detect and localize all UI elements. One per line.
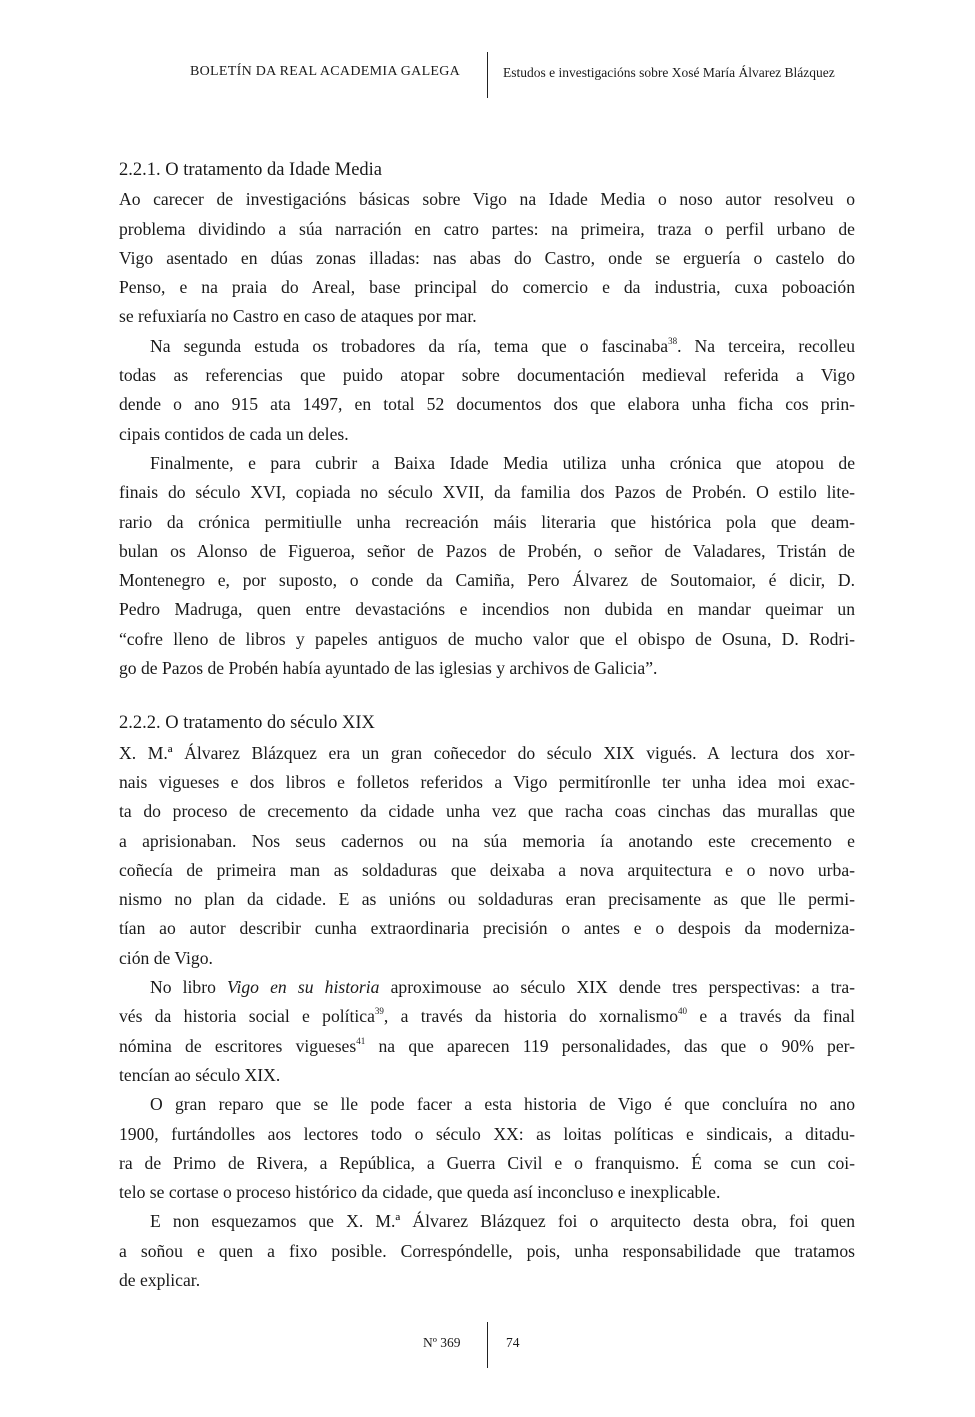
- text-line: Pedro Madruga, quen entre devastacións e incendios non dubida en mandar queimar un: [119, 599, 855, 620]
- section-title: Estudos e investigacións sobre Xosé María Álvarez Blázquez: [503, 65, 835, 80]
- text-segment: , a través da historia do xornalismo: [383, 1006, 679, 1027]
- text-line: [119, 332, 855, 361]
- text-line: Vigo asentado en dúas zonas illadas: nas abas do Castro, onde se erguería o castelo do: [119, 247, 855, 268]
- text-segment: vés da historia social e política: [119, 1006, 375, 1027]
- text-line: coñecía de primeira man as soldaduras que deixaba a nova arquitectura e o novo urba-: [119, 859, 855, 880]
- text-line: ra de Primo de Rivera, a República, a Guerra Civil e o franquismo. É coma se cun coi-: [119, 1152, 855, 1173]
- paragraph: [119, 1207, 855, 1295]
- text-line: a aprisionaban. Nos seus cadernos ou na súa memoria ía anotando este crecemento e: [119, 830, 855, 851]
- text-line: de explicar.: [119, 1269, 201, 1290]
- header-divider: [487, 52, 488, 98]
- text-line: go de Pazos de Probén había ayuntado de las iglesias y archivos de Galicia”.: [119, 658, 658, 679]
- text-line: se refuxiaría no Castro en caso de ataques por mar.: [119, 306, 477, 327]
- text-line: ta do proceso de crecemento da cidade unha vez que racha coas cinchas das murallas que: [119, 801, 855, 822]
- text-line: tían ao autor describir cunha extraordinaria precisión o antes e o despois da moderniza-: [119, 918, 855, 939]
- text-line: nais vigueses e dos libros e folletos referidos a Vigo permitíronlle ter unha idea moi exac-: [119, 771, 855, 792]
- footnote-ref: 38: [668, 335, 678, 346]
- paragraph: [119, 1090, 855, 1207]
- paragraph: [119, 332, 855, 449]
- text-line: Montenegro e, por suposto, o conde da Camiña, Pero Álvarez de Soutomaior, é dicir, D.: [119, 570, 855, 591]
- text-line: finais do século XVI, copiada no século XVII, da familia dos Pazos de Probén. O estilo lite-: [119, 482, 855, 503]
- paragraph: [119, 973, 855, 1090]
- text-line: todas as referencias que puido atopar sobre documentación medieval referida a Vigo: [119, 365, 855, 386]
- text-line: a soñou e quen a fixo posible. Correspóndelle, pois, unha responsabilidade que tratamos: [119, 1240, 855, 1261]
- text-segment: nómina de escritores vigueses: [119, 1035, 357, 1056]
- text-line: problema dividindo a súa narración en catro partes: na primeira, traza o perfil urbano de: [119, 218, 855, 239]
- text-line: ción de Vigo.: [119, 947, 213, 968]
- text-line: telo se cortase o proceso histórico da cidade, que queda así inconcluso e inexplicable.: [119, 1182, 721, 1203]
- footnote-ref: 39: [374, 1006, 384, 1017]
- footnote-ref: 41: [356, 1035, 366, 1046]
- text-line: dende o ano 915 ata 1497, en total 52 documentos dos que elabora unha ficha cos prin-: [119, 394, 855, 415]
- text-segment: . Na terceira, recolleu: [677, 335, 855, 356]
- text-line: [119, 1032, 855, 1061]
- paragraph: [119, 449, 855, 683]
- text-line: Ao carecer de investigacións básicas sobre Vigo na Idade Media o noso autor resolveu o: [119, 189, 855, 210]
- text-line: [119, 973, 855, 1002]
- issue-number: Nº 369: [423, 1335, 461, 1350]
- text-segment: No libro: [150, 977, 228, 998]
- footer-divider: [487, 1322, 488, 1368]
- text-segment: na que aparecen 119 personalidades, das que o 90% per-: [365, 1035, 855, 1056]
- page-number: 74: [506, 1335, 520, 1350]
- text-segment: Na segunda estuda os trobadores da ría, tema que o fascinaba: [150, 335, 669, 356]
- text-segment: aproximouse ao século XIX dende tres perspectivas: a tra-: [379, 977, 855, 998]
- text-line: cipais contidos de cada un deles.: [119, 423, 349, 444]
- section-heading: 2.2.2. O tratamento do século XIX: [119, 713, 375, 734]
- text-line: X. M.ª Álvarez Blázquez era un gran coñecedor do século XIX vigués. A lectura dos xor-: [119, 742, 855, 763]
- text-line: rario da crónica permitiulle unha recreación máis literaria que histórica pola que deam-: [119, 511, 855, 532]
- journal-title: BOLETÍN DA REAL ACADEMIA GALEGA: [190, 64, 461, 79]
- text-line: nismo no plan da cidade. E as unións ou soldaduras eran precisamente as que lle permi-: [119, 889, 855, 910]
- paragraph: [119, 185, 855, 331]
- text-line: tencían ao século XIX.: [119, 1064, 281, 1085]
- text-line: “cofre lleno de libros y papeles antiguos de mucho valor que el obispo de Osuna, D. Rodri-: [119, 628, 855, 649]
- book-title: Vigo en su historia: [227, 977, 380, 998]
- text-line: Finalmente, e para cubrir a Baixa Idade Media utiliza unha crónica que atopou de: [150, 452, 855, 473]
- section-heading: 2.2.1. O tratamento da Idade Media: [119, 160, 383, 180]
- text-line: E non esquezamos que X. M.ª Álvarez Blázquez foi o arquitecto desta obra, foi quen: [150, 1211, 855, 1232]
- text-line: O gran reparo que se lle pode facer a esta historia de Vigo é que concluíra no ano: [150, 1094, 855, 1115]
- text-line: 1900, furtándolles aos lectores todo o século XX: as loitas políticas e sindicais, a ditadu-: [119, 1123, 855, 1144]
- paragraph: [119, 739, 855, 973]
- article-body: [119, 156, 855, 1295]
- text-segment: e a través da final: [687, 1006, 855, 1027]
- text-line: Penso, e na praia do Areal, base principal do comercio e da industria, cuxa poboación: [119, 277, 855, 298]
- text-line: bulan os Alonso de Figueroa, señor de Pazos de Probén, o señor de Valadares, Tristán de: [119, 540, 855, 561]
- footnote-ref: 40: [678, 1006, 688, 1017]
- text-line: [119, 1002, 855, 1031]
